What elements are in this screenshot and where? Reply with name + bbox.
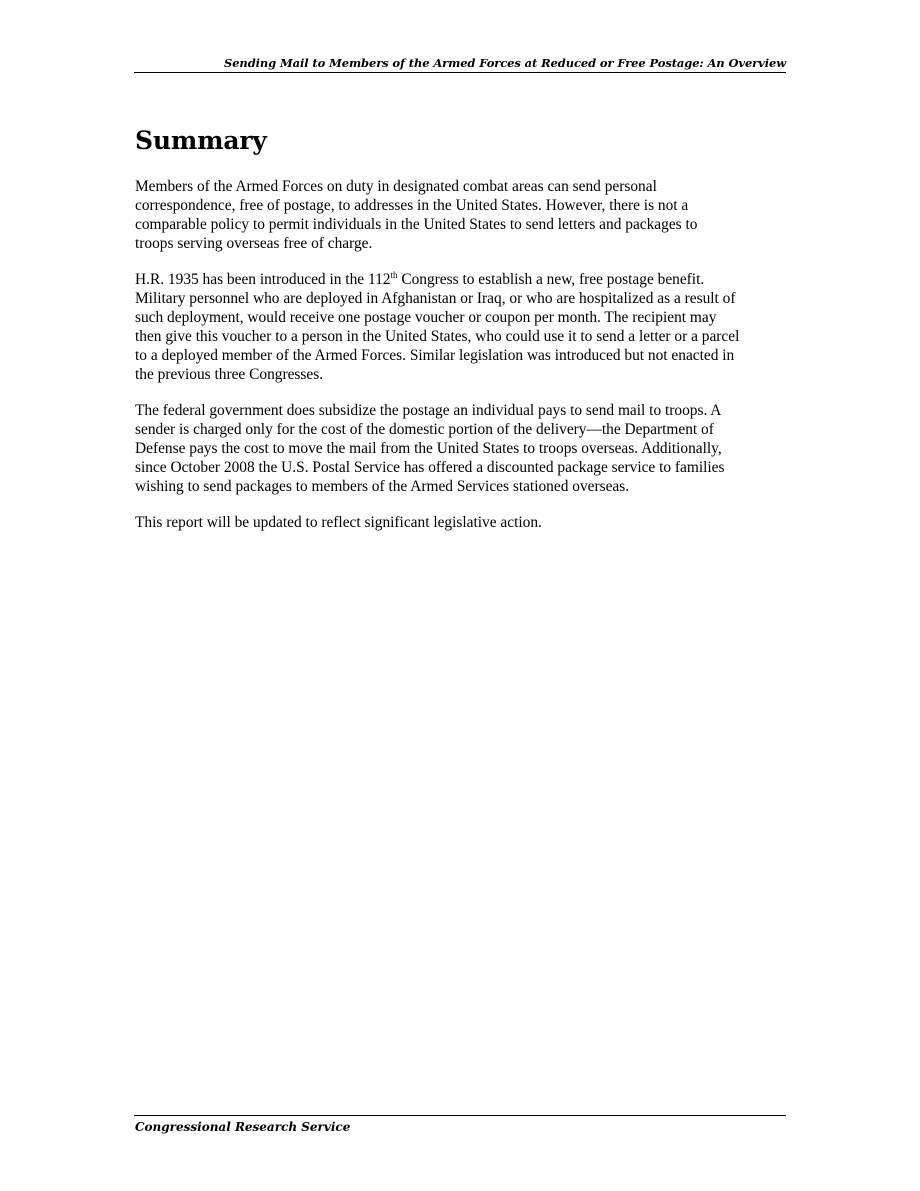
- text-line: Defense pays the cost to move the mail from the United States to troops overseas. Additionally,: [135, 440, 722, 457]
- text-fragment: Congress to establish a new, free postage benefit.: [397, 271, 705, 288]
- header-divider: [134, 72, 786, 73]
- text-line: then give this voucher to a person in the United States, who could use it to send a letter or a parcel: [135, 328, 740, 345]
- section-title: Summary: [135, 126, 267, 155]
- text-line: sender is charged only for the cost of the domestic portion of the delivery—the Department of: [135, 421, 714, 438]
- paragraph-4: [135, 513, 795, 532]
- ordinal-superscript: th: [390, 270, 398, 280]
- text-line: since October 2008 the U.S. Postal Service has offered a discounted package service to families: [135, 459, 725, 476]
- text-line: Members of the Armed Forces on duty in designated combat areas can send personal: [135, 178, 657, 195]
- text-line: the previous three Congresses.: [135, 366, 324, 383]
- text-line: The federal government does subsidize the postage an individual pays to send mail to troops. A: [135, 402, 722, 419]
- text-fragment: H.R. 1935 has been introduced in the 112: [135, 271, 391, 288]
- text-line: This report will be updated to reflect significant legislative action.: [135, 514, 542, 531]
- text-line: [135, 270, 795, 289]
- summary-body: [135, 177, 795, 549]
- text-line: comparable policy to permit individuals in the United States to send letters and packages to: [135, 216, 698, 233]
- text-line: wishing to send packages to members of the Armed Services stationed overseas.: [135, 478, 630, 495]
- paragraph-2: [135, 270, 795, 384]
- footer-divider: [134, 1115, 786, 1116]
- text-line: such deployment, would receive one postage voucher or coupon per month. The recipient may: [135, 309, 717, 326]
- running-footer: Congressional Research Service: [135, 1120, 351, 1134]
- text-line: correspondence, free of postage, to addresses in the United States. However, there is not a: [135, 197, 689, 214]
- running-header: Sending Mail to Members of the Armed Forces at Reduced or Free Postage: An Overview: [224, 56, 786, 70]
- text-line: troops serving overseas free of charge.: [135, 235, 373, 252]
- paragraph-1: [135, 177, 795, 253]
- text-line: to a deployed member of the Armed Forces. Similar legislation was introduced but not enacted in: [135, 347, 735, 364]
- paragraph-3: [135, 401, 795, 496]
- text-line: Military personnel who are deployed in Afghanistan or Iraq, or who are hospitalized as a result of: [135, 290, 736, 307]
